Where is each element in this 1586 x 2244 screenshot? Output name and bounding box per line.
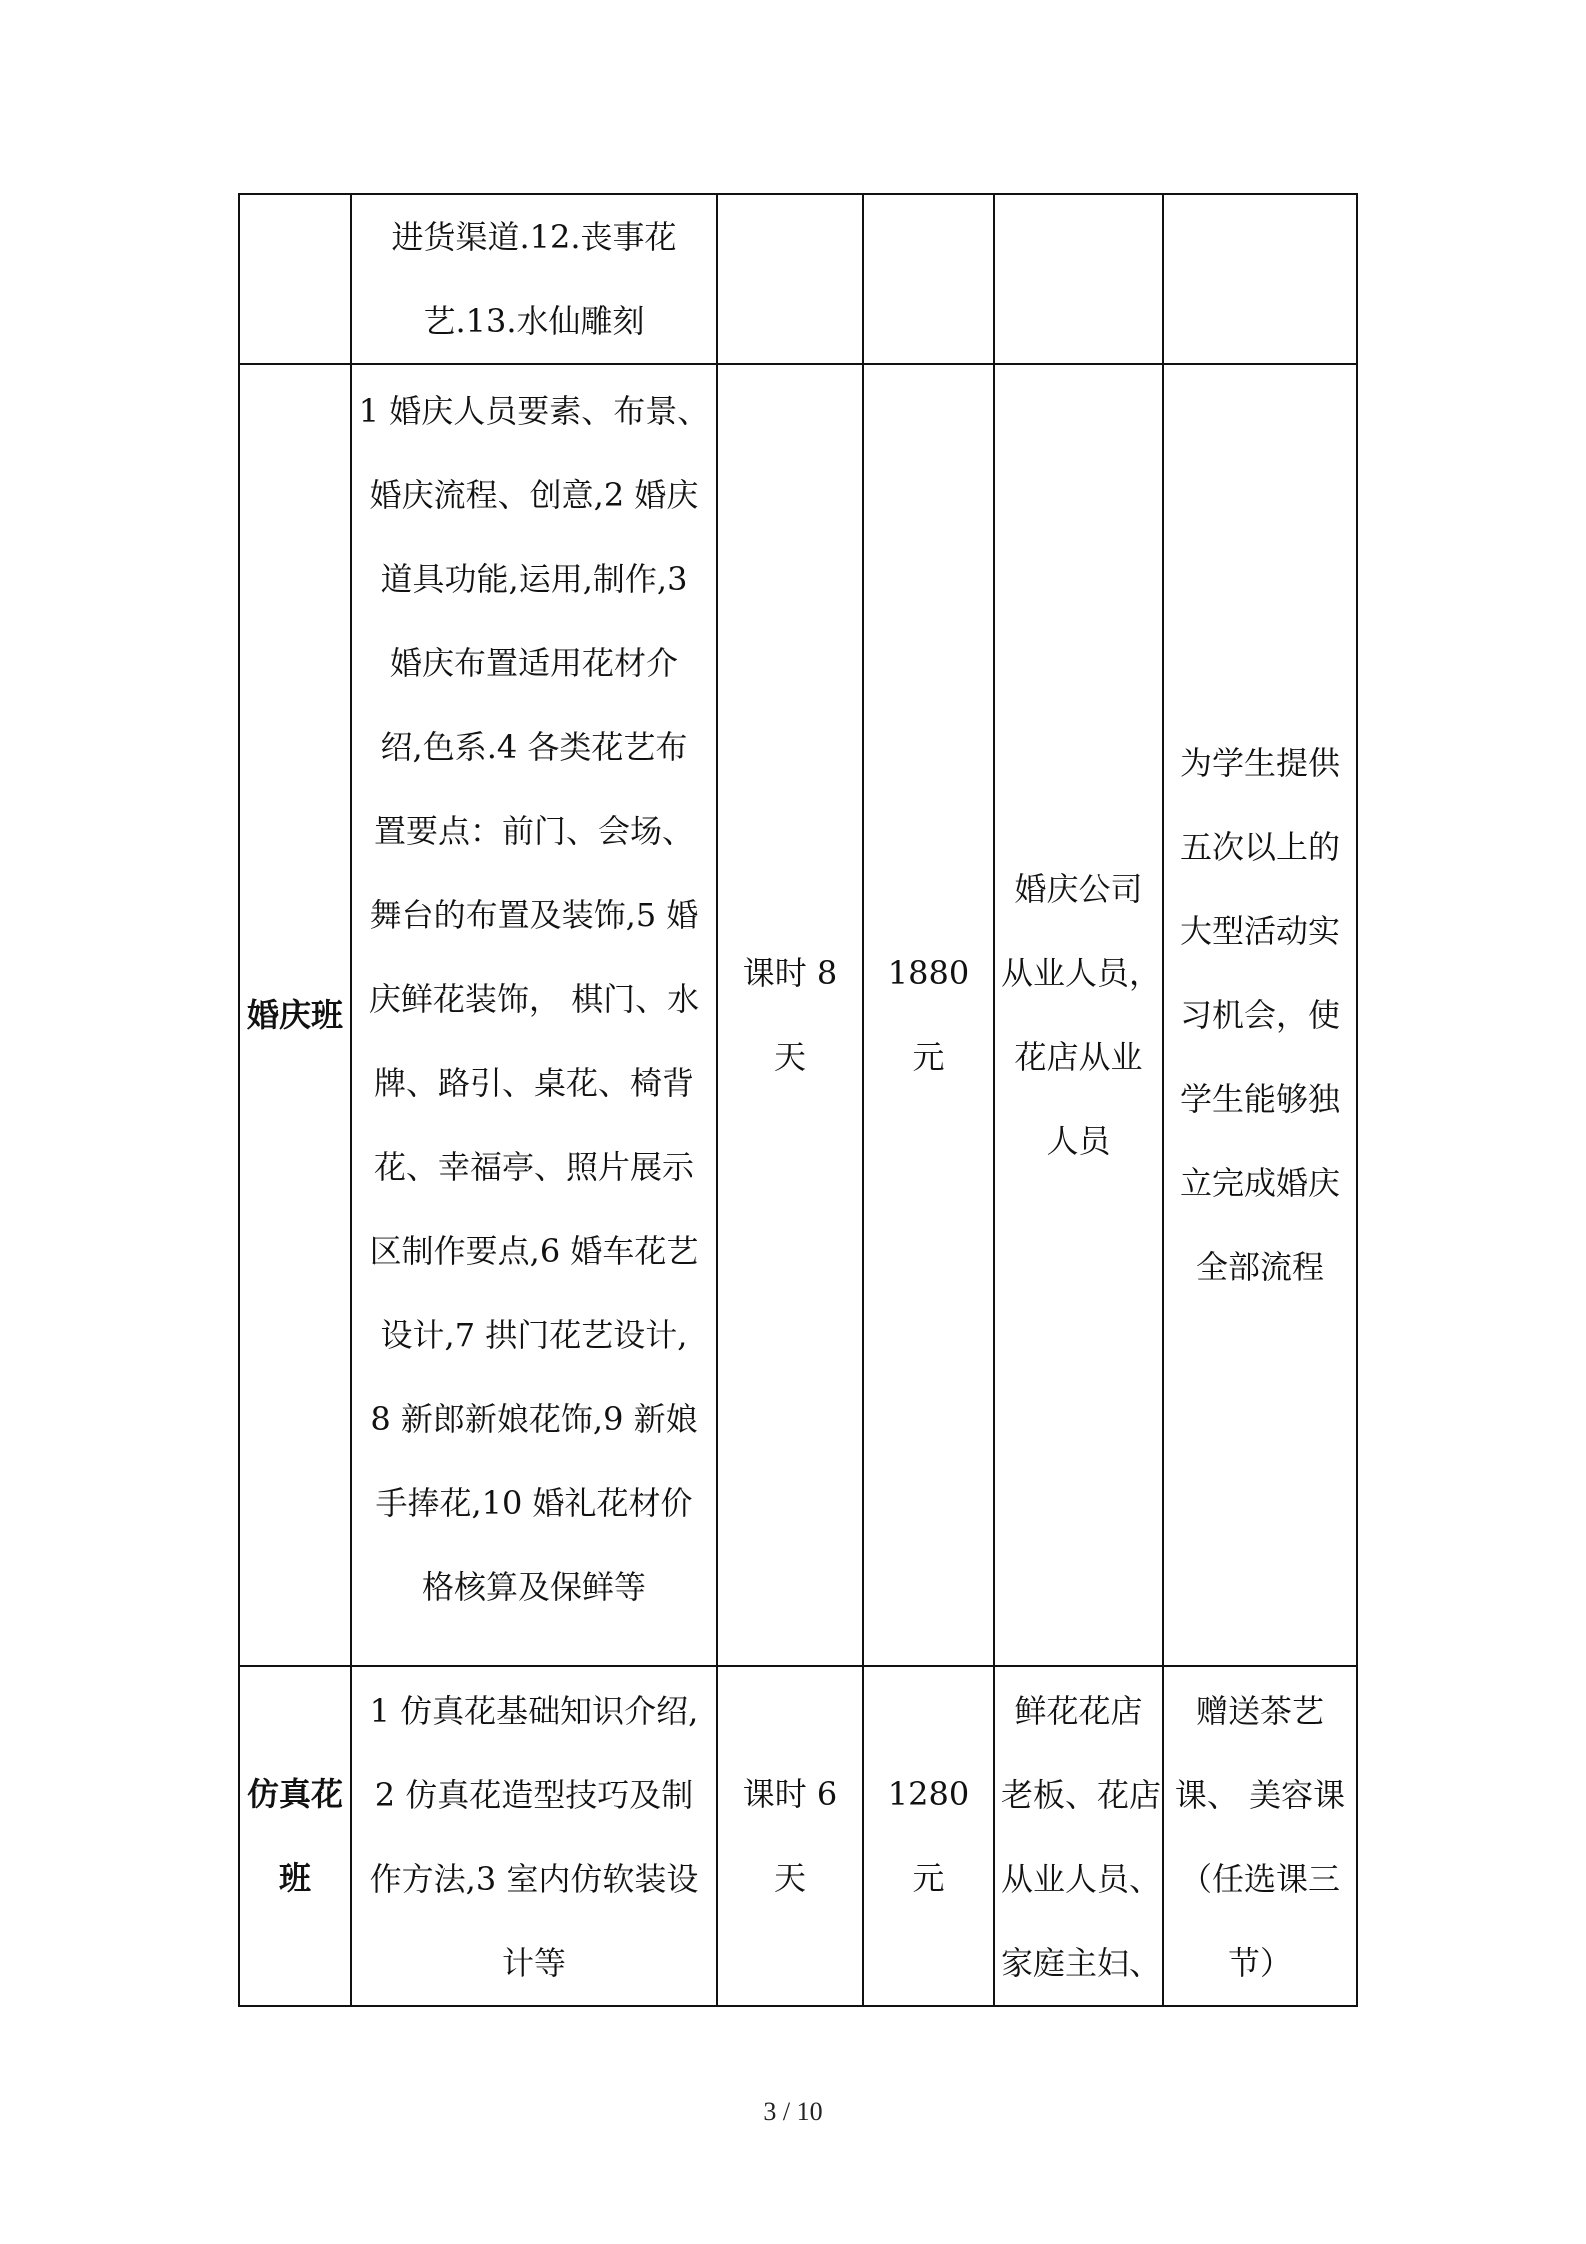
page-number: 3 / 10 [763,2097,823,2126]
target-line: 鲜花花店 [1014,1692,1143,1730]
extra-line: 赠送茶艺 [1195,1692,1324,1730]
content-line: 婚庆流程、创意,2 婚庆 [369,476,699,514]
content-line: 舞台的布置及装饰,5 婚 [369,896,699,934]
extra-line: 大型活动实 [1179,912,1340,950]
content-line: 8 新郎新娘花饰,9 新娘 [370,1400,698,1438]
course-content-cell [351,364,717,1666]
content-line: 道具功能,运用,制作,3 [380,560,688,598]
course-price-cell: 1880 元 [863,364,994,1666]
course-target-cell [994,364,1163,1666]
content-line: 作方法,3 室内仿软装设 [369,1860,699,1898]
course-extra-cell [1163,364,1357,1666]
extra-line: 五次以上的 [1179,828,1340,866]
target-line: 花店从业 [1014,1038,1143,1076]
content-line: 婚庆布置适用花材介 [389,644,678,682]
extra-line: 习机会，使 [1179,996,1340,1034]
content-line: 花、幸福亭、照片展示 [373,1148,694,1186]
course-target-cell [994,1666,1163,2006]
content-line: 庆鲜花装饰， 棋门、水 [368,980,700,1018]
target-line: 人员 [1046,1122,1111,1160]
name-line: 仿真花 [246,1775,343,1813]
course-name-cell: 婚庆班 [239,364,351,1666]
content-line: 牌、路引、桌花、椅背 [373,1064,694,1102]
extra-line: （任选课三 [1179,1860,1340,1898]
course-extra-cell [1163,1666,1357,2006]
course-name-cell [239,194,351,364]
content-line: 计等 [501,1944,566,1982]
course-hours-cell [717,194,863,364]
course-content-cell [351,1666,717,2006]
table-row-continuation [239,194,1357,364]
target-line: 从业人员， [1001,954,1162,992]
course-hours-cell: 课时 8 天 [717,364,863,1666]
content-line: 进货渠道.12.丧事花 [391,218,677,256]
content-line: 手捧花,10 婚礼花材价 [375,1484,693,1522]
extra-line: 立完成婚庆 [1179,1164,1340,1202]
extra-line: 学生能够独 [1179,1080,1340,1118]
content-line: 格核算及保鲜等 [421,1568,646,1606]
course-name-cell [239,1666,351,2006]
course-price-cell: 1280 元 [863,1666,994,2006]
extra-line: 全部流程 [1195,1248,1324,1286]
content-line: 1 婚庆人员要素、布景、 [358,392,710,430]
content-line: 设计,7 拱门花艺设计, [380,1316,688,1354]
content-line: 艺.13.水仙雕刻 [423,302,645,340]
target-line: 从业人员、 [1001,1860,1162,1898]
target-line: 家庭主妇、 [1001,1944,1162,1982]
course-hours-cell: 课时 6 天 [717,1666,863,2006]
course-extra-cell [1163,194,1357,364]
extra-line: 课、 美容课 [1174,1776,1346,1814]
content-line: 2 仿真花造型技巧及制 [374,1776,694,1814]
name-line: 班 [278,1859,311,1897]
course-target-cell [994,194,1163,364]
course-price-cell [863,194,994,364]
course-content-cell [351,194,717,364]
extra-line: 为学生提供 [1179,744,1340,782]
content-line: 区制作要点,6 婚车花艺 [369,1232,699,1270]
content-line: 置要点：前门、会场、 [373,812,694,850]
target-line: 婚庆公司 [1014,870,1143,908]
content-line: 绍,色系.4 各类花艺布 [380,728,688,766]
target-line: 老板、花店 [1001,1776,1162,1814]
extra-line: 节） [1227,1944,1292,1982]
table-row-wedding [239,364,1357,1666]
course-table [238,193,1358,2007]
content-line: 1 仿真花基础知识介绍, [369,1692,699,1730]
table-row-silk-flower [239,1666,1357,2006]
